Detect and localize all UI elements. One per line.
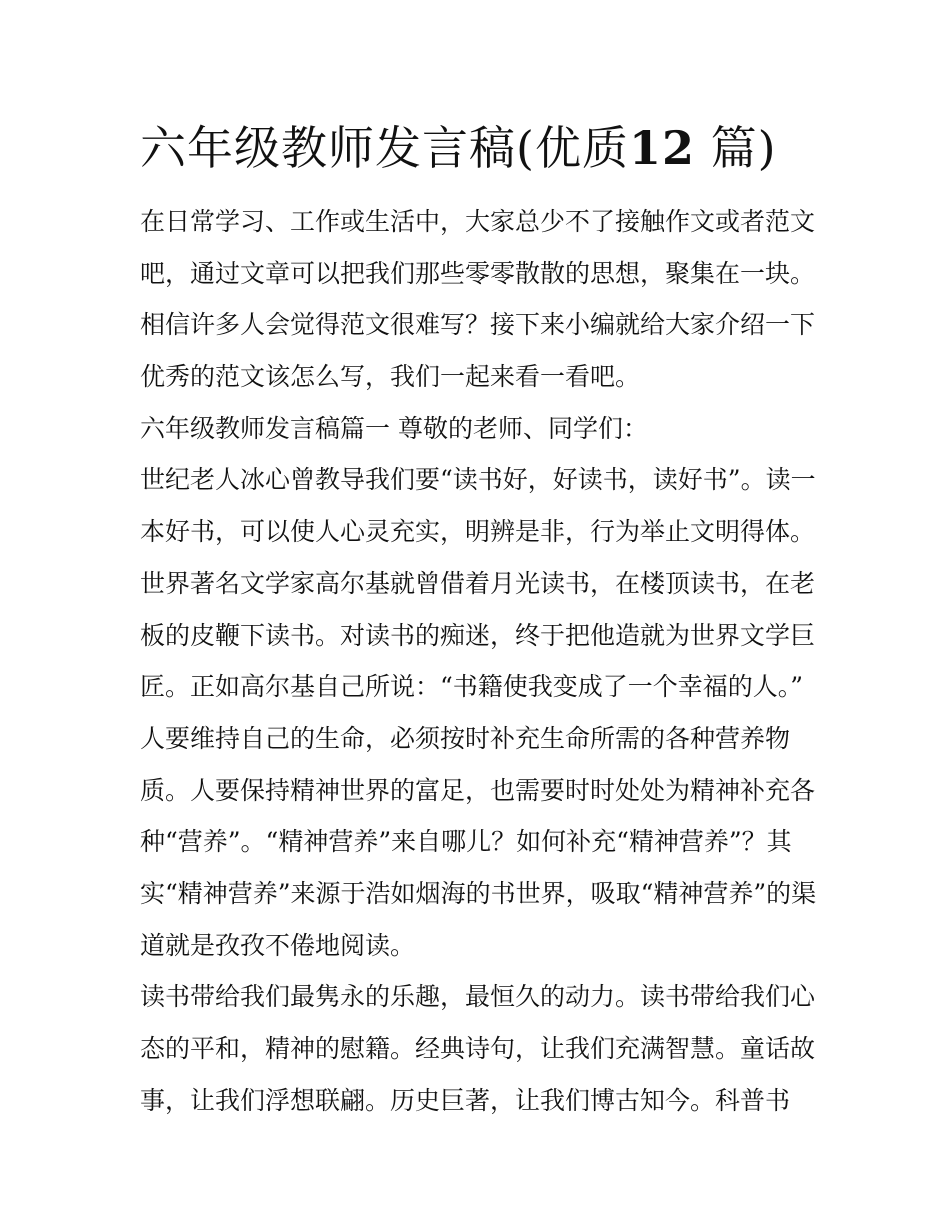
page-title [140,118,840,178]
text-line: 读书带给我们最隽永的乐趣，最恒久的动力。读书带给我们心 [140,982,816,1012]
text-line: 相信许多人会觉得范文很难写？接下来小编就给大家介绍一下 [140,310,816,340]
title-number: 12 [628,121,695,175]
text-line: 板的皮鞭下读书。对读书的痴迷，终于把他造就为世界文学巨 [140,620,816,650]
text-line: 质。人要保持精神世界的富足，也需要时时处处为精神补充各 [140,775,816,805]
text-line: 事，让我们浮想联翩。历史巨著，让我们博古知今。科普书 [140,1085,791,1115]
title-suffix: 篇) [710,121,777,175]
text-line: 态的平和，精神的慰籍。经典诗句，让我们充满智慧。童话故 [140,1034,816,1063]
text-line: 在日常学习、工作或生活中，大家总少不了接触作文或者范文 [140,207,816,236]
text-line: 吧，通过文章可以把我们那些零零散散的思想，聚集在一块。 [140,258,816,288]
text-line: 种“营养”。“精神营养”来自哪儿？如何补充“精神营养”？其 [140,827,792,857]
text-line: 世纪老人冰心曾教导我们要“读书好，好读书，读好书”。读一 [140,465,816,495]
text-line: 匠。正如高尔基自己所说：“书籍使我变成了一个幸福的人。” [140,672,804,702]
text-line: 道就是孜孜不倦地阅读。 [140,930,416,960]
document-body [140,196,820,1126]
text-line: 优秀的范文该怎么写，我们一起来看一看吧。 [140,362,641,392]
text-line: 世界著名文学家高尔基就曾借着月光读书，在楼顶读书，在老 [140,568,816,598]
text-line: 本好书，可以使人心灵充实，明辨是非，行为举止文明得体。 [140,517,816,547]
text-line: 人要维持自己的生命，必须按时补充生命所需的各种营养物 [140,723,791,753]
title-prefix: 六年级教师发言稿(优质 [140,121,629,175]
text-line: 实“精神营养”来源于浩如烟海的书世界，吸取“精神营养”的渠 [140,878,817,908]
section-heading-line: 六年级教师发言稿篇一 尊敬的老师、同学们： [140,413,648,443]
